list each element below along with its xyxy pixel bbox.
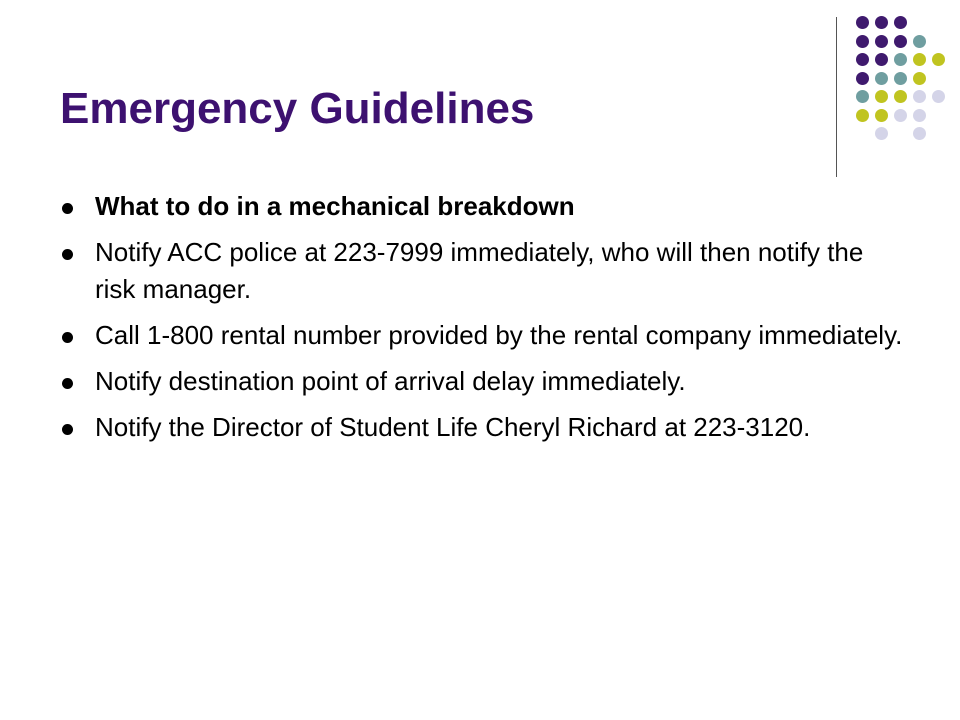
bullet-dot-icon [62,203,73,214]
bullet-item [60,409,910,446]
bullet-item [60,234,910,308]
slide-title: Emergency Guidelines [60,84,535,133]
bullet-text: Notify ACC police at 223-7999 immediately, who will then notify the risk manager. [95,237,864,304]
decorative-dot-olive [875,109,888,122]
decorative-dot-purple [856,16,869,29]
decorative-dot-purple [856,35,869,48]
decorative-dot-olive [932,53,945,66]
bullet-dot-icon [62,378,73,389]
decorative-dot-purple [856,53,869,66]
decorative-dot-olive [875,90,888,103]
decorative-dot-purple [894,35,907,48]
bullet-text: Notify destination point of arrival delay immediately. [95,366,686,396]
decorative-dot-purple [875,35,888,48]
decorative-dot-olive [913,53,926,66]
vertical-divider-line [836,17,837,177]
decorative-dot-purple [894,16,907,29]
bullet-item [60,317,910,354]
decorative-dot-lavender [894,109,907,122]
decorative-dot-teal [894,53,907,66]
decorative-dot-teal [894,72,907,85]
decorative-dot-purple [856,72,869,85]
decorative-dot-teal [913,35,926,48]
bullet-item [60,188,910,225]
decorative-dot-teal [875,72,888,85]
decorative-dot-olive [894,90,907,103]
bullet-dot-icon [62,424,73,435]
bullet-dot-icon [62,332,73,343]
decorative-dot-teal [856,90,869,103]
decorative-dot-lavender [932,90,945,103]
bullet-text: Notify the Director of Student Life Cheryl Richard at 223-3120. [95,412,811,442]
decorative-dot-olive [856,109,869,122]
decorative-dot-lavender [913,127,926,140]
bullet-list [60,188,910,455]
decorative-dot-olive [913,72,926,85]
decorative-dot-purple [875,53,888,66]
decorative-dot-lavender [875,127,888,140]
decorative-dot-lavender [913,90,926,103]
bullet-item [60,363,910,400]
bullet-text: Call 1-800 rental number provided by the rental company immediately. [95,320,903,350]
decorative-dot-lavender [913,109,926,122]
bullet-text: What to do in a mechanical breakdown [95,191,575,221]
decorative-dot-purple [875,16,888,29]
bullet-dot-icon [62,249,73,260]
